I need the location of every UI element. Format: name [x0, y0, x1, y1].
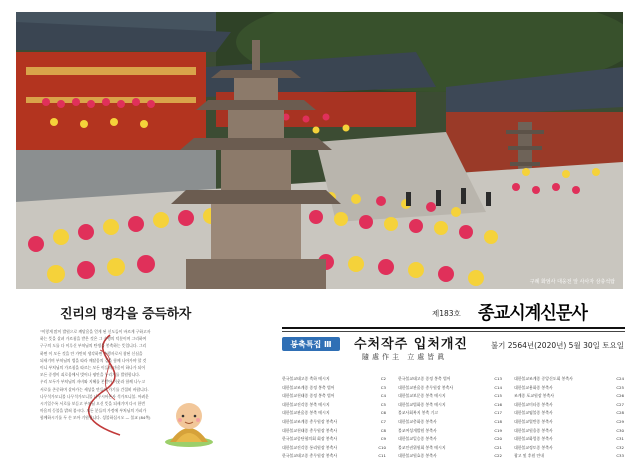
toc-item[interactable]: 대한불교총화종 봉축사 C18 — [398, 418, 502, 424]
toc-item[interactable]: 대한불교화엄종 봉축사 C31 — [514, 436, 624, 442]
toc-item[interactable]: 한국불교태고종 총무원장 봉축사 C11 — [282, 453, 386, 459]
intro-line: 마음의 등불을 밝혀 봅시다. 모든 분들의 가정에 부처님의 가피가 — [40, 408, 147, 414]
toc-item[interactable]: 대한불교염불종 봉축사 C28 — [514, 410, 624, 416]
toc-item[interactable]: 대한불교법화종 봉축 메시지 C16 — [398, 401, 502, 407]
dateline: 불기 2564년(2020년) 5월 30일 토요일 — [490, 341, 624, 350]
toc-item[interactable]: 한국불교태고종 축하 메시지 C2 — [282, 376, 386, 381]
toc-item[interactable]: 대한불교정토종 봉축사 C32 — [514, 444, 624, 450]
toc-item[interactable]: 대한불교관음종 총무원장 봉축사 C14 — [398, 384, 502, 390]
feature-hanja: 隨處作主 立處皆眞 — [362, 353, 448, 361]
masthead-rule-thin — [282, 331, 625, 332]
toc-item[interactable]: 대한불교열반종 봉축사 C29 — [514, 418, 624, 424]
toc-item[interactable]: 한국불교종단협의회 회장 봉축사 C9 — [282, 436, 386, 442]
intro-line: 함께하시기를 두 손 모아 기원합니다. 성불하십시오 — 불교 (84쪽) — [40, 415, 151, 421]
headline: 진리의 명각을 증득하자 — [60, 307, 192, 322]
intro-line: 하면 이 모든 것을 안 가만히 생각하면 수행자로서 참된 신심을 — [40, 350, 143, 356]
toc-item[interactable]: 광고 및 후원 안내 C33 — [514, 453, 624, 459]
temple-pagoda-illustration — [16, 12, 623, 289]
intro-line: 되새기며 부처님의 법을 따라 깨달음의 길을 함께 나아가야 할 것 — [40, 357, 147, 363]
photo-caption: 구례 화엄사 대웅전 앞 사사자 삼층석탑 — [529, 279, 615, 285]
monk-mascot-icon — [162, 396, 216, 448]
intro-text — [40, 328, 250, 422]
toc-item[interactable]: 대한불교원효종 봉축사 C22 — [398, 453, 502, 459]
intro-line: "이렇게 많이 발원으로 깨달음을 얻게 된 신도들이 바르게 구하고자 — [40, 329, 151, 334]
toc-item[interactable]: 대한불교일승종 봉축사 C20 — [398, 436, 502, 442]
toc-item[interactable]: 대한불교조계종 총무원장 봉축사 C7 — [282, 418, 386, 424]
toc-item[interactable]: 대한불교미타종 봉축사 C27 — [514, 401, 624, 407]
cover-photo — [16, 12, 623, 289]
toc-item[interactable]: 조계종 포교원장 봉축사 C26 — [514, 393, 624, 399]
toc-item[interactable]: 대한불교진각종 통리원장 봉축사 C10 — [282, 444, 386, 450]
toc-column-1 — [282, 375, 386, 461]
masthead-rule — [282, 327, 625, 329]
toc-item[interactable]: 대한불교조계종 중앙신도회 봉축사 C24 — [514, 376, 624, 381]
newspaper-title: 종교시계신문사 — [478, 303, 587, 324]
intro-line: 구구의 도를 다 이루신 부처님의 탄생을 봉축하는 뜻입니다. 그리 — [40, 343, 147, 349]
intro-line: 시기일수록 서로를 보듬고 부처님 오신 뜻을 되새기며 다시 한번 — [40, 401, 146, 407]
toc-item[interactable]: 대한불교천태종 종정 봉축 법어 C4 — [282, 393, 386, 399]
toc-item[interactable]: 불교인권위원회 봉축 메시지 C21 — [398, 444, 502, 450]
toc-column-3 — [514, 375, 624, 461]
intro-line: 우리 모두가 부처님의 자비와 지혜를 본받아 이웃과 함께 나누고 — [40, 379, 146, 385]
toc-item[interactable]: 불교사회복지 봉축 기고 C17 — [398, 410, 502, 416]
intro-line: 모든 중생이 괴로움에서 벗어나 평안을 누리기를 발원합니다. — [40, 372, 141, 378]
intro-line: 하는 뜻을 살펴 가르침을 받은 것은 그 수행의 덕분이며 그리하여 — [40, 336, 147, 342]
toc-item[interactable]: 불교여성개발원 봉축사 C19 — [398, 427, 502, 433]
toc-column-2 — [398, 375, 502, 461]
intro-line: 서로를 존중하며 살아가는 세상을 만들어 가기를 간절히 바랍니다. — [40, 386, 149, 392]
feature-title: 수처작주 입처개진 — [354, 337, 468, 352]
toc-item[interactable]: 대한불교용화종 봉축사 C25 — [514, 384, 624, 390]
toc-item[interactable]: 한국불교태고종 종정 봉축 법어 C13 — [398, 376, 502, 381]
toc-item[interactable]: 대한불교보문종 봉축 메시지 C15 — [398, 393, 502, 399]
toc-item[interactable]: 대한불교진각종 봉축 메시지 C5 — [282, 401, 386, 407]
feature-badge: 봉축특집 Ⅲ — [282, 337, 340, 351]
toc-item[interactable]: 대한불교천태종 총무원장 봉축사 C8 — [282, 427, 386, 433]
intro-line: 나무석가모니불 나무석가모니불 나무시아본사 석가모니불. 어려운 — [40, 393, 149, 399]
intro-line: 이니 부처님의 가르침을 따르는 모든 이들의 마음이 하나가 되어 — [40, 365, 146, 371]
toc-item[interactable]: 대한불교조계종 종정 봉축 법어 C3 — [282, 384, 386, 390]
toc-item[interactable]: 대한불교관음종 봉축 메시지 C6 — [282, 410, 386, 416]
toc-item[interactable]: 대한불교원융종 봉축사 C30 — [514, 427, 624, 433]
issue-number: 제183호 — [432, 309, 461, 318]
